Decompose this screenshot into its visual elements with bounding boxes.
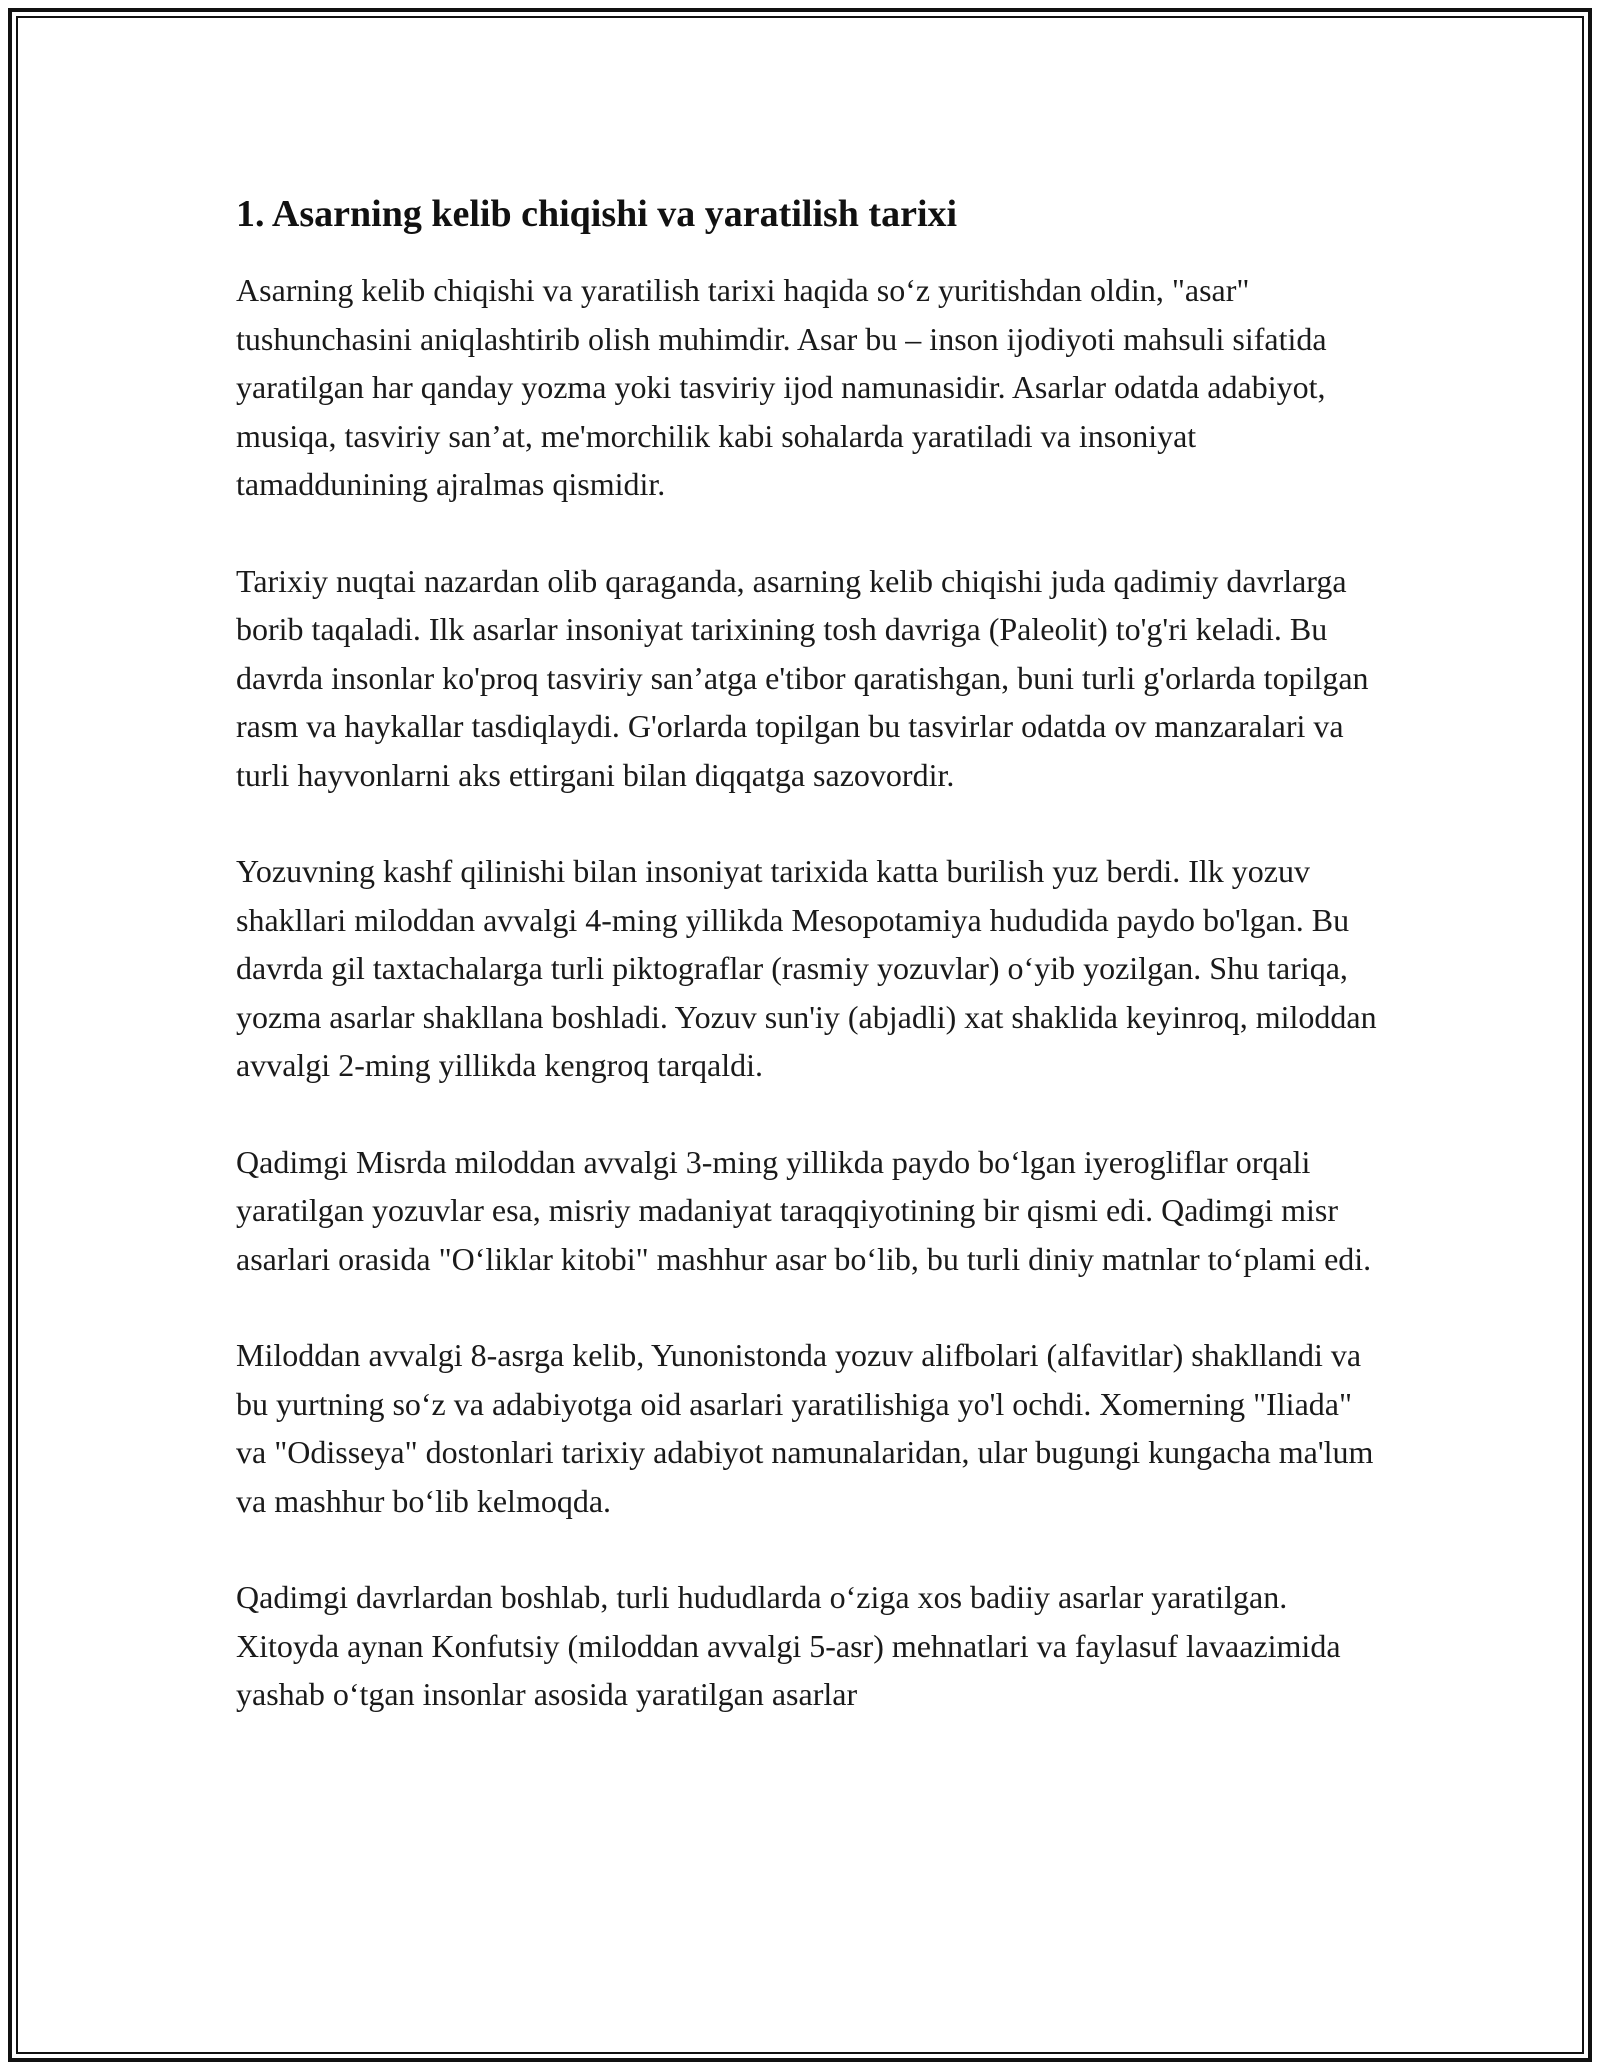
paragraph-6: Qadimgi davrlardan boshlab, turli hududlarda o‘ziga xos badiiy asarlar yaratilgan. Xitoyda aynan Konfutsiy (miloddan avvalgi 5-asr) mehnatlari va faylasuf lavaazimida yashab o‘tgan insonlar asosida yaratilgan asarlar <box>236 1579 1341 1712</box>
paragraph-1: Asarning kelib chiqishi va yaratilish tarixi haqida so‘z yuritishdan oldin, "asar" tushunchasini aniqlashtirib olish muhimdir. Asar bu – inson ijodiyoti mahsuli sifatida yaratilgan har qanday yozma yoki tasviriy ijod namunasidir. Asarlar odatda adabiyot, musiqa, tasviriy san’at, me'morchilik kabi sohalarda yaratiladi va insoniyat tamaddunining ajralmas qismidir. <box>236 272 1327 502</box>
paragraph-2: Tarixiy nuqtai nazardan olib qaraganda, asarning kelib chiqishi juda qadimiy davrlarga borib taqaladi. Ilk asarlar insoniyat tarixining tosh davriga (Paleolit) to'g'ri keladi. Bu davrda insonlar ko'proq tasviriy san’atga e'tibor qaratishgan, buni turli g'orlarda topilgan rasm va haykallar tasdiqlaydi. G'orlarda topilgan bu tasvirlar odatda ov manzaralari va turli hayvonlarni aks ettirgani bilan diqqatga sazovordir. <box>236 562 1369 793</box>
section-heading: 1. Asarning kelib chiqishi va yaratilish tarixi <box>236 193 958 235</box>
paragraph-5: Miloddan avvalgi 8-asrga kelib, Yunonistonda yozuv alifbolari (alfavitlar) shakllandi va bu yurtning so‘z va adabiyotga oid asarlari yaratilishiga yo'l ochdi. Xomerning "Iliada" va "Odisseya" dostonlari tarixiy adabiyot namunalaridan, ular bugungi kungacha ma'lum va mashhur bo‘lib kelmoqda. <box>236 1337 1374 1519</box>
paragraph-4: Qadimgi Misrda miloddan avvalgi 3-ming yillikda paydo bo‘lgan iyerogliflar orqali yaratilgan yozuvlar esa, misriy madaniyat taraqqiyotining bir qismi edi. Qadimgi misr asarlari orasida "O‘liklar kitobi" mashhur asar bo‘lib, bu turli diniy matnlar to‘plami edi. <box>236 1143 1372 1277</box>
paragraph-3: Yozuvning kashf qilinishi bilan insoniyat tarixida katta burilish yuz berdi. Ilk yozuv shakllari miloddan avvalgi 4-ming yillikda Mesopotamiya hududida paydo bo'lgan. Bu davrda gil taxtachalarga turli piktograflar (rasmiy yozuvlar) o‘yib yozilgan. Shu tariqa, yozma asarlar shakllana boshladi. Yozuv sun'iy (abjadli) xat shaklida keyinroq, miloddan avvalgi 2-ming yillikda kengroq tarqaldi. <box>236 853 1377 1083</box>
document-body <box>236 188 1386 1767</box>
